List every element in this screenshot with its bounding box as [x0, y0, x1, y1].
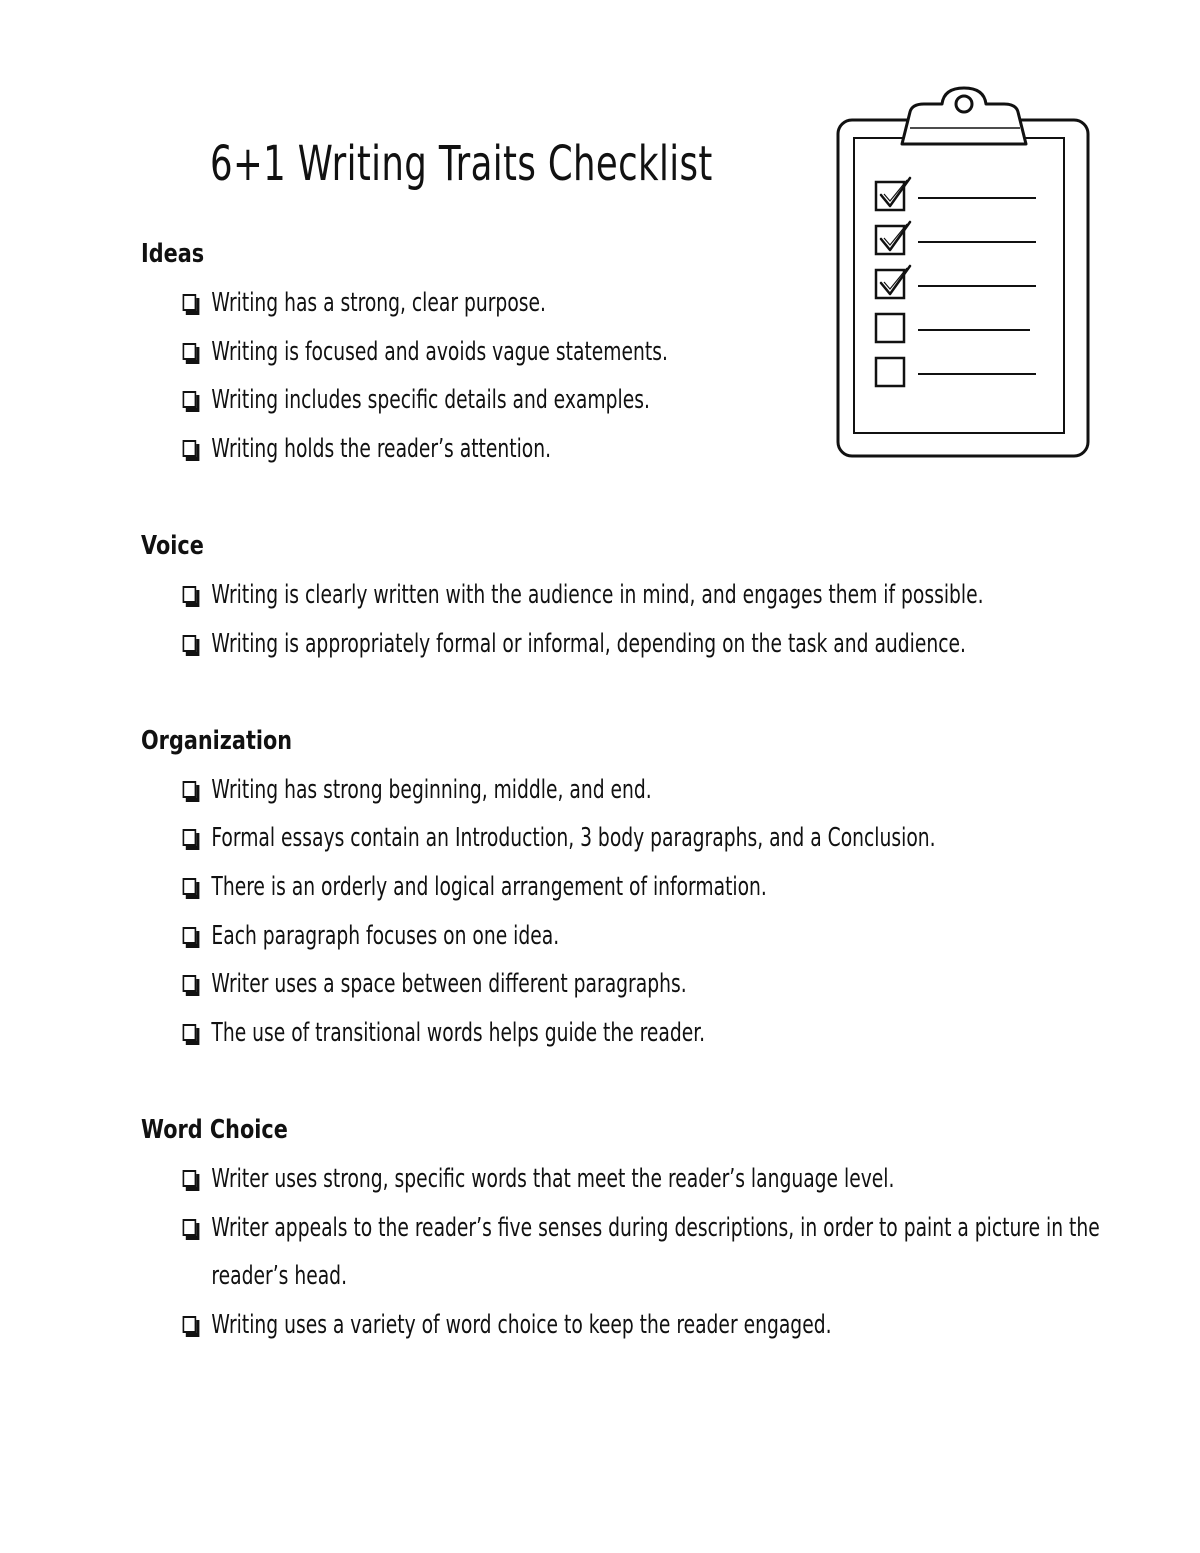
checklist-item-label: Writer appeals to the reader’s five senses during descriptions, in order to paint a picture in the reader’s head. — [211, 1212, 1100, 1292]
section-word-choice — [141, 1106, 1100, 1349]
checklist-item — [141, 425, 941, 474]
page-title: 6+1 Writing Traits Checklist — [210, 136, 713, 192]
checklist-item — [141, 279, 941, 328]
checklist-item-label: Writing includes specific details and examples. — [211, 385, 650, 416]
checklist-item — [141, 912, 941, 961]
section-spacer — [141, 473, 941, 522]
checklist-item-label: Writing uses a variety of word choice to keep the reader engaged. — [211, 1309, 832, 1340]
checkbox-icon[interactable] — [183, 1219, 197, 1236]
checklist-item-label: Writing has strong beginning, middle, and end. — [211, 774, 652, 805]
checklist-item-label: Writing is clearly written with the audience in mind, and engages them if possible. — [211, 579, 984, 610]
checklist-item-label: Writing is appropriately formal or informal, depending on the task and audience. — [211, 628, 966, 659]
checklist-items — [141, 571, 984, 668]
checklist-items — [141, 766, 941, 1058]
checkbox-icon[interactable] — [183, 391, 197, 408]
checklist-item — [141, 766, 941, 815]
section-spacer — [141, 1057, 941, 1106]
checklist-item-label: The use of transitional words helps guide the reader. — [211, 1017, 706, 1048]
checklist-item — [141, 1009, 941, 1058]
checklist-item — [141, 328, 941, 377]
checkbox-icon[interactable] — [183, 1316, 197, 1333]
checklist-item — [141, 376, 941, 425]
section-heading: Organization — [141, 725, 293, 756]
checklist-item-label: Writer uses strong, specific words that meet the reader’s language level. — [211, 1163, 895, 1194]
checkbox-icon[interactable] — [183, 927, 197, 944]
checklist-item-label: Writing holds the reader’s attention. — [211, 433, 552, 464]
checklist-item — [141, 620, 966, 669]
checklist-item — [141, 1204, 1135, 1301]
checklist-items — [141, 279, 941, 473]
checkbox-icon[interactable] — [183, 781, 197, 798]
checklist-item — [141, 960, 941, 1009]
checkbox-icon[interactable] — [183, 586, 197, 603]
section-organization — [141, 717, 941, 1058]
checklist-item — [141, 1301, 941, 1350]
checkbox-icon[interactable] — [183, 878, 197, 895]
section-heading: Voice — [141, 530, 204, 561]
section-voice — [141, 522, 984, 668]
checkbox-icon[interactable] — [183, 829, 197, 846]
checklist-item — [141, 1155, 941, 1204]
section-ideas — [141, 230, 941, 473]
checklist-item-label: Writer uses a space between different paragraphs. — [211, 969, 687, 1000]
checklist-item-label: Each paragraph focuses on one idea. — [211, 920, 560, 951]
checkbox-icon[interactable] — [183, 975, 197, 992]
checklist-item — [141, 863, 941, 912]
checklist — [141, 230, 1100, 1349]
checkbox-icon[interactable] — [183, 440, 197, 457]
checkbox-icon[interactable] — [183, 294, 197, 311]
section-heading: Word Choice — [141, 1114, 288, 1145]
checklist-item-label: Writing is focused and avoids vague statements. — [211, 336, 668, 367]
checkbox-icon[interactable] — [183, 635, 197, 652]
checklist-item — [141, 571, 984, 620]
checklist-item-label: Writing has a strong, clear purpose. — [211, 288, 546, 318]
checklist-item — [141, 814, 941, 863]
section-spacer — [141, 668, 941, 717]
checklist-item-label: Formal essays contain an Introduction, 3 body paragraphs, and a Conclusion. — [211, 823, 936, 854]
checkbox-icon[interactable] — [183, 1170, 197, 1187]
checkbox-icon[interactable] — [183, 1024, 197, 1041]
checklist-items — [141, 1155, 1100, 1349]
checkbox-icon[interactable] — [183, 343, 197, 360]
section-heading: Ideas — [141, 239, 205, 269]
checklist-item-label: There is an orderly and logical arrangement of information. — [211, 871, 767, 902]
